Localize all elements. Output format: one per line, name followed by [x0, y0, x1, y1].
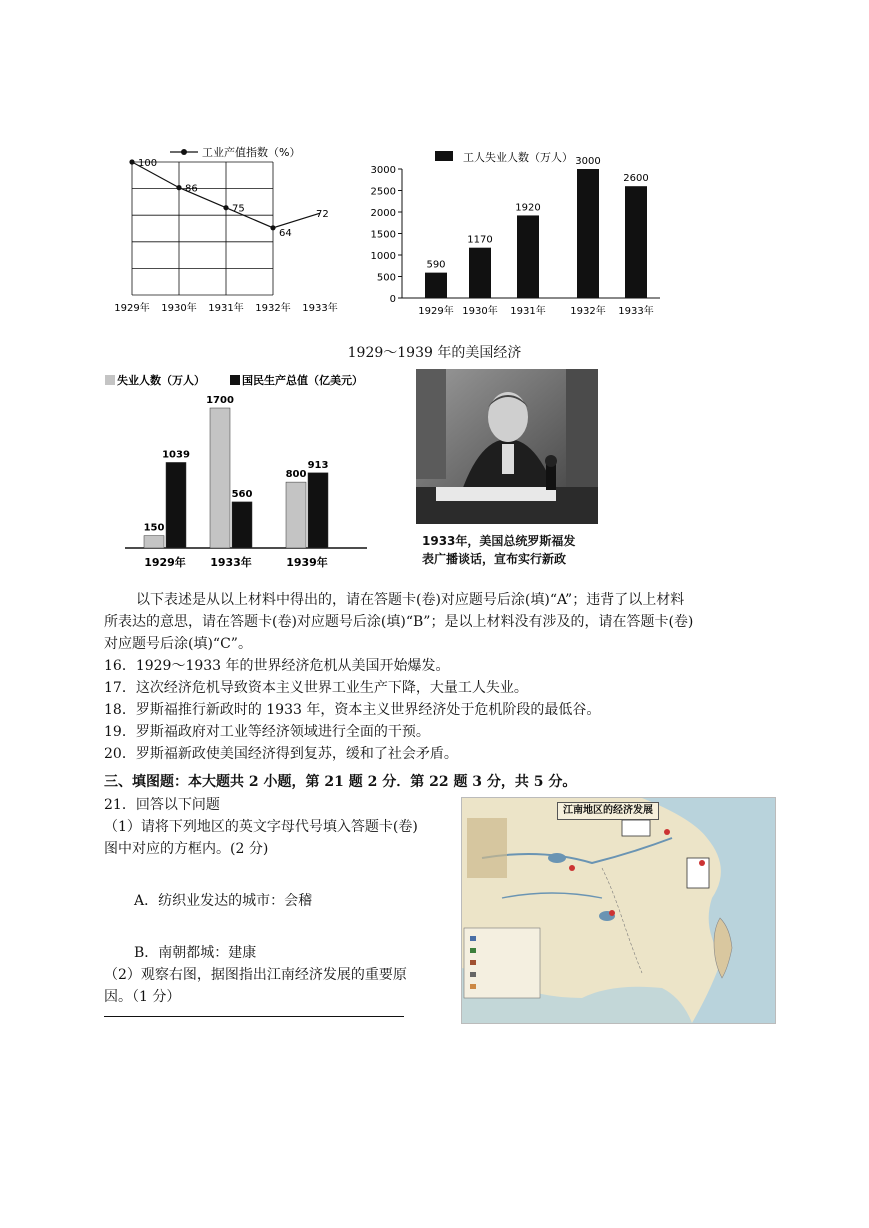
bar: [144, 536, 164, 548]
data-label: 86: [185, 183, 198, 195]
instructions-line3: 对应题号后涂(填)“C”。: [104, 636, 252, 652]
bar: [517, 215, 539, 298]
bar: [469, 248, 491, 298]
data-label: 64: [279, 227, 292, 239]
bar: [425, 273, 447, 298]
question-19: 19．罗斯福政府对工业等经济领域进行全面的干预。: [104, 724, 430, 740]
question-21-part2-line2: 因。（1 分）: [104, 989, 181, 1005]
question-21-part1-line1: （1）请将下列地区的英文字母代号填入答题卡(卷): [104, 819, 418, 835]
instructions: [104, 589, 784, 655]
data-label: 75: [232, 203, 245, 215]
bar: [210, 408, 230, 548]
bar: [577, 169, 599, 298]
data-point: [176, 185, 181, 190]
y-tick-label: 3000: [370, 165, 396, 176]
bar-value-label: 1920: [515, 202, 541, 214]
y-tick-label: 1000: [370, 251, 396, 262]
charts-caption: 1929～1939 年的美国经济: [347, 345, 522, 361]
bar-value-label: 1700: [206, 395, 234, 406]
legend-marker-icon: [181, 149, 187, 155]
legend-label-unemployed: 失业人数（万人）: [117, 374, 205, 387]
question-21: [104, 794, 454, 1008]
data-label: 72: [316, 209, 329, 221]
bar: [308, 473, 328, 548]
unemployment-bar-chart: [360, 145, 680, 325]
x-tick-label: 1929年: [418, 306, 454, 317]
x-tick-label: 1933年: [210, 556, 252, 569]
x-tick-label: 1930年: [462, 306, 498, 317]
legend-swatch-gnp-icon: [230, 375, 240, 385]
legend-label: 工人失业人数（万人）: [463, 151, 573, 164]
photo-caption-line1: 1933年，美国总统罗斯福发: [422, 534, 576, 548]
bar-value-label: 1039: [162, 449, 190, 461]
question-21-part1-line2: 图中对应的方框内。(2 分): [104, 841, 269, 857]
legend-swatch-unemployed-icon: [105, 375, 115, 385]
unemployment-gnp-bar-chart: [105, 368, 370, 573]
x-tick-label: 1931年: [208, 303, 244, 314]
legend-label: 工业产值指数（%）: [202, 146, 301, 159]
bar-value-label: 590: [426, 259, 446, 271]
question-21-title: 21．回答以下问题: [104, 797, 220, 813]
x-tick-label: 1939年: [286, 556, 328, 569]
legend-swatch-icon: [435, 151, 453, 161]
question-21-part2-line1: （2）观察右图，据图指出江南经济发展的重要原: [104, 967, 407, 983]
bar: [625, 186, 647, 298]
question-20: 20．罗斯福新政使美国经济得到复苏，缓和了社会矛盾。: [104, 746, 458, 762]
industrial-index-line-chart: [110, 140, 350, 320]
data-point: [270, 225, 275, 230]
question-18: 18．罗斯福推行新政时的 1933 年，资本主义世界经济处于危机阶段的最低谷。: [104, 702, 601, 718]
instructions-line1: 以下表述是从以上材料中得出的，请在答题卡(卷)对应题号后涂(填)“A”；违背了以上材料: [136, 592, 685, 608]
bar: [166, 462, 186, 548]
bar-value-label: 2600: [623, 173, 649, 185]
x-tick-label: 1931年: [510, 306, 546, 317]
answer-line: [104, 1016, 404, 1017]
bar: [286, 482, 306, 548]
x-tick-label: 1929年: [144, 556, 186, 569]
data-label: 100: [138, 158, 158, 169]
data-point: [223, 205, 228, 210]
y-tick-label: 1500: [370, 229, 396, 241]
roosevelt-photo: [416, 369, 598, 524]
y-tick-label: 2000: [370, 208, 396, 219]
question-16: 16．1929～1933 年的世界经济危机从美国开始爆发。: [104, 658, 450, 674]
bar-value-label: 560: [231, 488, 253, 500]
question-17: 17．这次经济危机导致资本主义世界工业生产下降，大量工人失业。: [104, 680, 528, 696]
x-tick-label: 1930年: [161, 303, 197, 314]
x-tick-label: 1933年: [618, 306, 654, 317]
option-b: B．南朝都城：建康: [134, 945, 257, 961]
jiangnan-economy-map: [461, 797, 776, 1024]
bar: [232, 502, 252, 548]
question-list: [104, 655, 784, 765]
map-title: 江南地区的经济发展: [557, 802, 659, 820]
y-tick-label: 500: [376, 272, 396, 284]
y-tick-label: 0: [389, 294, 396, 305]
bar-value-label: 1170: [467, 234, 493, 246]
option-a: A．纺织业发达的城市：会稽: [134, 893, 313, 909]
legend-label-gnp: 国民生产总值（亿美元）: [242, 374, 363, 387]
instructions-line2: 所表达的意思，请在答题卡(卷)对应题号后涂(填)“B”；是以上材料没有涉及的，请在答题卡(卷): [104, 614, 694, 630]
section-3-heading: 三、填图题：本大题共 2 小题，第 21 题 2 分．第 22 题 3 分，共 5 分。: [104, 774, 577, 790]
x-tick-label: 1932年: [570, 306, 606, 317]
photo-caption-line2: 表广播谈话，宣布实行新政: [422, 552, 567, 566]
data-point: [129, 159, 134, 164]
bar-value-label: 150: [143, 522, 165, 534]
x-tick-label: 1929年: [114, 303, 150, 314]
map-image: [462, 798, 775, 1023]
x-tick-label: 1933年: [302, 303, 338, 314]
y-tick-label: 2500: [370, 186, 396, 198]
x-tick-label: 1932年: [255, 303, 291, 314]
photo-caption: [416, 524, 598, 582]
bar-value-label: 3000: [575, 156, 601, 167]
bar-value-label: 800: [285, 469, 307, 481]
bar-value-label: 913: [307, 459, 329, 471]
roosevelt-photo-image: [416, 369, 598, 524]
